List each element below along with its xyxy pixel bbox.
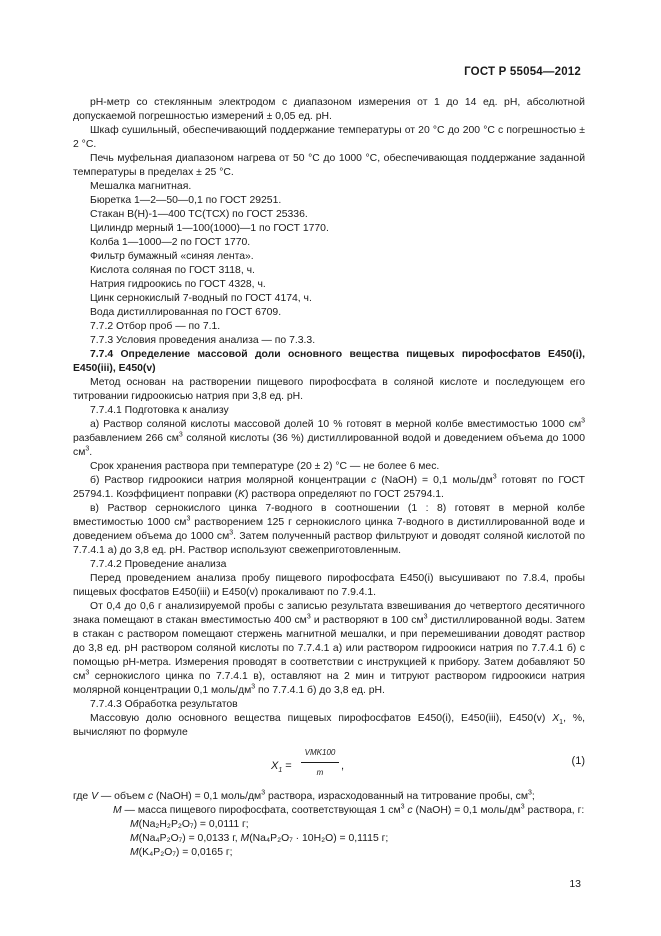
definition-line: M — масса пищевого пирофосфата, соответствующая 1 $см^3$ c (NaOH) = 0,1 моль/$дм^3$ раствора, г:	[113, 803, 585, 816]
variable-definitions	[73, 790, 585, 860]
paragraph: Кислота соляная по ГОСТ 3118, ч.	[90, 265, 255, 276]
paragraph: в) Раствор сернокислого цинка 7-водного в соотношении (1 : 8) готовят в мерной колбе вместимостью 1000 $см^3$ растворением 125 г сернокислого цинка 7-водного в дистиллированной воде и доведением объема до 1000 $см^3$. Затем полученный раствор фильтруют и доводят соляной кислотой по 7.7.4.1 а) до 3,8 ед. pH. Раствор используют свежеприготовленным.	[73, 503, 585, 556]
paragraph: Вода дистиллированная по ГОСТ 6709.	[90, 307, 282, 318]
paragraph: От 0,4 до 0,6 г анализируемой пробы с записью результата взвешивания до четвертого десятичного знака помещают в стакан вместимостью 400 $см^3$ и растворяют в 100 $см^3$ дистиллированной воды. Затем в стакан с раствором помещают стержень магнитной мешалки, и при перемешивании доводят раствор до 3,8 ед. pH раствором соляной кислоты по 7.7.4.1 а) или раствором гидроокиси натрия по 7.7.4.1 б) с помощью pH-метра. Измерения проводят в соответствии с инструкцией к прибору. Затем добавляют 50 $см^3$ сернокислого цинка по 7.7.4.1 в), оставляют на 2 мин и титруют раствором гидроокиси натрия молярной концентрации 0,1 моль/$дм^3$ по 7.7.4.1 б) до 3,8 ед. pH.	[73, 601, 586, 696]
paragraph: Цинк сернокислый 7-водный по ГОСТ 4174, ч.	[90, 293, 312, 304]
definition-line: M(Na₂H₂P₂O₇) = 0,0111 г;	[130, 819, 249, 830]
subsection-heading: 7.7.4.1 Подготовка к анализу	[90, 405, 229, 416]
paragraph: Натрия гидроокись по ГОСТ 4328, ч.	[90, 279, 266, 290]
paragraph: Бюретка 1—2—50—0,1 по ГОСТ 29251.	[90, 195, 282, 206]
formula-denominator: m	[316, 768, 324, 777]
formula-numerator: VMK100	[301, 746, 339, 763]
paragraph: Срок хранения раствора при температуре (20 ± 2) °С — не более 6 мес.	[90, 461, 440, 472]
page-number: 13	[569, 878, 581, 890]
definition-line: M(Na₄P₂O₇) = 0,0133 г, M(Na₄P₂O₇ · 10H₂O) = 0,1115 г;	[130, 833, 389, 844]
subsection-heading: 7.7.4.3 Обработка результатов	[90, 699, 238, 710]
paragraph: Мешалка магнитная.	[90, 181, 192, 192]
paragraph: Перед проведением анализа пробу пищевого пирофосфата Е450(i) высушивают по 7.8.4, пробы пищевых фосфатов Е450(iii) и Е450(v) прокаливают по 7.9.4.1.	[73, 573, 585, 598]
formula-fraction	[301, 746, 339, 780]
definition-line: где V — объем c (NaOH) = 0,1 моль/$дм^3$ раствора, израсходованный на титрование пробы, $см^3$;	[73, 789, 535, 802]
formula-number: (1)	[571, 755, 585, 767]
section-heading: 7.7.3 Условия проведения анализа — по 7.3.3.	[90, 335, 316, 346]
document-body	[73, 96, 585, 860]
paragraph: Печь муфельная диапазоном нагрева от 50 °С до 1000 °С, обеспечивающая поддержание заданной температуры в пределах ± 25 °С.	[73, 153, 585, 178]
definition-line: M(K₄P₂O₇) = 0,0165 г;	[130, 847, 233, 858]
paragraph: Фильтр бумажный «синяя лента».	[90, 251, 254, 262]
standard-designation: ГОСТ Р 55054—2012	[464, 66, 581, 78]
paragraph: Цилиндр мерный 1—100(1000)—1 по ГОСТ 1770.	[90, 223, 329, 234]
paragraph: Колба 1—1000—2 по ГОСТ 1770.	[90, 237, 251, 248]
paragraph: Метод основан на растворении пищевого пирофосфата в соляной кислоте и последующем его титровании гидроокисью натрия при 3,8 ед. pH.	[73, 377, 585, 402]
section-heading-bold: 7.7.4 Определение массовой доли основного вещества пищевых пирофосфатов Е450(i), Е450(iii), Е450(v)	[73, 349, 585, 374]
subsection-heading: 7.7.4.2 Проведение анализа	[90, 559, 227, 570]
formula-1: $X_1$ = VMK100 m , (1)	[73, 746, 585, 786]
paragraph: б) Раствор гидроокиси натрия молярной концентрации c (NaOH) = 0,1 моль/$дм^3$ готовят по ГОСТ 25794.1. Коэффициент поправки (K) раствора определяют по ГОСТ 25794.1.	[73, 473, 585, 500]
paragraph: а) Раствор соляной кислоты массовой долей 10 % готовят в мерной колбе вместимостью 1000 $см^3$ разбавлением 266 $см^3$ соляной кислоты (36 %) дистиллированной водой и доведением объема до 1000 $см^3$.	[73, 417, 585, 458]
paragraph: Массовую долю основного вещества пищевых пирофосфатов Е450(i), Е450(iii), Е450(v) $X_1$, %, вычисляют по формуле	[73, 713, 585, 738]
formula-lhs: $X_1$ =	[271, 760, 292, 775]
paragraph: Шкаф сушильный, обеспечивающий поддержание температуры от 20 °С до 200 °С с погрешностью ± 2 °С.	[73, 125, 585, 150]
paragraph: pH-метр со стеклянным электродом с диапазоном измерения от 1 до 14 ед. pH, абсолютной допускаемой погрешностью измерений ± 0,05 ед. pH.	[73, 97, 585, 122]
section-heading: 7.7.2 Отбор проб — по 7.1.	[90, 321, 221, 332]
paragraph: Стакан В(Н)-1—400 ТС(ТСХ) по ГОСТ 25336.	[90, 209, 308, 220]
